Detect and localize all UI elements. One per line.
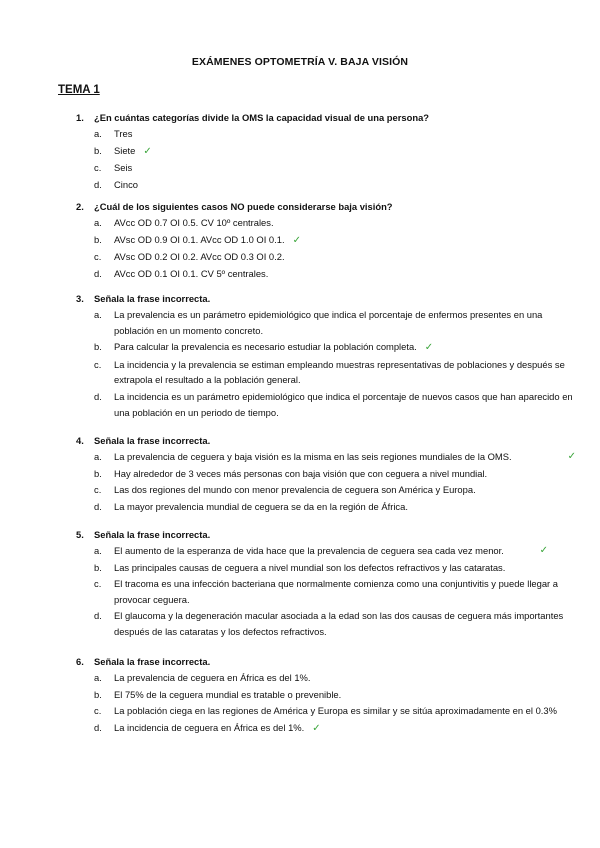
- option-letter: b.: [94, 233, 102, 245]
- option-letter: b.: [94, 467, 102, 479]
- option-text: Las principales causas de ceguera a nivel mundial son los defectos refractivos y las cataratas.: [114, 561, 506, 573]
- question-text: Señala la frase incorrecta.: [94, 529, 211, 540]
- question-1: [76, 111, 576, 192]
- question-2: [76, 200, 576, 281]
- question-3: [76, 292, 576, 420]
- option-letter: d.: [94, 500, 102, 512]
- option-text: Siete: [114, 144, 136, 156]
- option-text: La prevalencia de ceguera y baja visión es la misma en las seis regiones mundiales de la OMS.: [114, 451, 512, 462]
- option-letter: c.: [94, 705, 102, 717]
- option-text: La incidencia y la prevalencia se estiman empleando muestras representativas de poblaciones y después se extrapola el resultado a la población general.: [114, 358, 565, 386]
- question-number: 2.: [76, 201, 84, 212]
- option-text: Cinco: [114, 178, 138, 190]
- option-text: La incidencia es un parámetro epidemiológico que indica el porcentaje de nuevos casos que han aparecido en una población en un periodo de tiempo.: [114, 390, 573, 418]
- question-text: Señala la frase incorrecta.: [94, 435, 211, 446]
- option-letter: d.: [94, 178, 102, 190]
- option-letter: d.: [94, 267, 102, 279]
- option-text: La prevalencia de ceguera en África es del 1%.: [114, 672, 311, 683]
- option-text: El 75% de la ceguera mundial es tratable o prevenible.: [114, 688, 342, 700]
- option-a: [76, 670, 576, 686]
- option-text: La incidencia de ceguera en África es del 1%.: [114, 721, 305, 733]
- question-number: 6.: [76, 656, 84, 667]
- option-text: El aumento de la esperanza de vida hace que la prevalencia de ceguera sea cada vez menor.: [114, 545, 504, 556]
- question-number: 5.: [76, 529, 84, 540]
- option-letter: c.: [94, 162, 102, 174]
- option-c: [76, 576, 576, 607]
- question-text: Señala la frase incorrecta.: [94, 656, 211, 667]
- option-letter: d.: [94, 721, 102, 733]
- option-text: AVsc OD 0.9 OI 0.1. AVcc OD 1.0 OI 0.1.: [114, 233, 285, 245]
- option-b: [76, 687, 576, 703]
- option-letter: a.: [94, 309, 102, 320]
- option-letter: b.: [94, 144, 102, 156]
- question-number: 3.: [76, 293, 84, 304]
- option-text: AVcc OD 0.7 OI 0.5. CV 10º centrales.: [114, 217, 274, 228]
- option-text: AVsc OD 0.2 OI 0.2. AVcc OD 0.3 OI 0.2.: [114, 251, 285, 263]
- option-text: La población ciega en las regiones de América y Europa es similar y se sitúa aproximadamente en el 0.3%: [114, 705, 557, 717]
- option-d: [76, 177, 576, 193]
- option-letter: a.: [94, 217, 102, 228]
- checkmark-icon: ✓: [312, 722, 321, 734]
- option-b: [76, 466, 576, 482]
- question-text: ¿En cuántas categorías divide la OMS la capacidad visual de una persona?: [94, 112, 430, 123]
- option-letter: b.: [94, 561, 102, 573]
- option-d: [76, 389, 576, 420]
- option-b: [76, 560, 576, 576]
- option-letter: a.: [94, 451, 102, 462]
- option-b: [76, 232, 576, 249]
- option-letter: c.: [94, 484, 102, 496]
- option-d: [76, 608, 576, 639]
- option-text: Las dos regiones del mundo con menor prevalencia de ceguera son América y Europa.: [114, 484, 476, 496]
- option-a: [76, 307, 576, 338]
- option-c: [76, 357, 576, 388]
- option-text: La prevalencia es un parámetro epidemiológico que indica el porcentaje de enfermos presentes en una población en un momento concreto.: [114, 309, 543, 336]
- option-b: [76, 339, 576, 356]
- option-c: [76, 482, 576, 498]
- option-letter: a.: [94, 128, 102, 139]
- option-text: Para calcular la prevalencia es necesario estudiar la población completa.: [114, 341, 417, 353]
- option-text: Tres: [114, 128, 133, 139]
- option-c: [76, 703, 576, 719]
- option-a: [76, 126, 576, 142]
- option-a: [76, 543, 576, 559]
- option-text: El glaucoma y la degeneración macular asociada a la edad son las dos causas de ceguera más importantes después de las cataratas y los defectos refractivos.: [114, 610, 564, 637]
- checkmark-icon: ✓: [292, 234, 301, 246]
- option-letter: c.: [94, 578, 102, 590]
- option-d: [76, 266, 576, 282]
- question-5: [76, 528, 576, 640]
- option-d: [76, 720, 576, 737]
- option-a: [76, 449, 576, 465]
- option-letter: a.: [94, 545, 102, 556]
- option-text: La mayor prevalencia mundial de ceguera se da en la región de África.: [114, 500, 408, 512]
- question-text: Señala la frase incorrecta.: [94, 293, 211, 304]
- option-c: [76, 249, 576, 265]
- option-letter: c.: [94, 251, 102, 263]
- option-text: El tracoma es una infección bacteriana que normalmente comienza como una conjuntivitis y puede llegar a provocar ceguera.: [114, 578, 558, 605]
- option-letter: a.: [94, 672, 102, 683]
- option-letter: d.: [94, 390, 102, 402]
- question-6: [76, 655, 576, 736]
- option-text: Hay alrededor de 3 veces más personas con baja visión que con ceguera a nivel mundial.: [114, 467, 488, 479]
- section-title: TEMA 1: [58, 84, 100, 96]
- option-text: Seis: [114, 162, 133, 174]
- question-text: ¿Cuál de los siguientes casos NO puede considerarse baja visión?: [94, 201, 393, 212]
- question-number: 4.: [76, 435, 84, 446]
- option-letter: d.: [94, 610, 102, 622]
- option-letter: b.: [94, 341, 102, 353]
- checkmark-icon: ✓: [567, 451, 576, 462]
- option-text: AVcc OD 0.1 OI 0.1. CV 5º centrales.: [114, 267, 269, 279]
- checkmark-icon: ✓: [143, 145, 152, 157]
- option-c: [76, 160, 576, 176]
- option-b: [76, 143, 576, 160]
- option-d: [76, 499, 576, 515]
- question-4: [76, 434, 576, 514]
- checkmark-icon: ✓: [539, 545, 548, 556]
- document-title: EXÁMENES OPTOMETRÍA V. BAJA VISIÓN: [191, 56, 409, 68]
- question-number: 1.: [76, 112, 84, 123]
- option-a: [76, 215, 576, 231]
- option-letter: c.: [94, 358, 102, 370]
- option-letter: b.: [94, 688, 102, 700]
- checkmark-icon: ✓: [424, 342, 434, 354]
